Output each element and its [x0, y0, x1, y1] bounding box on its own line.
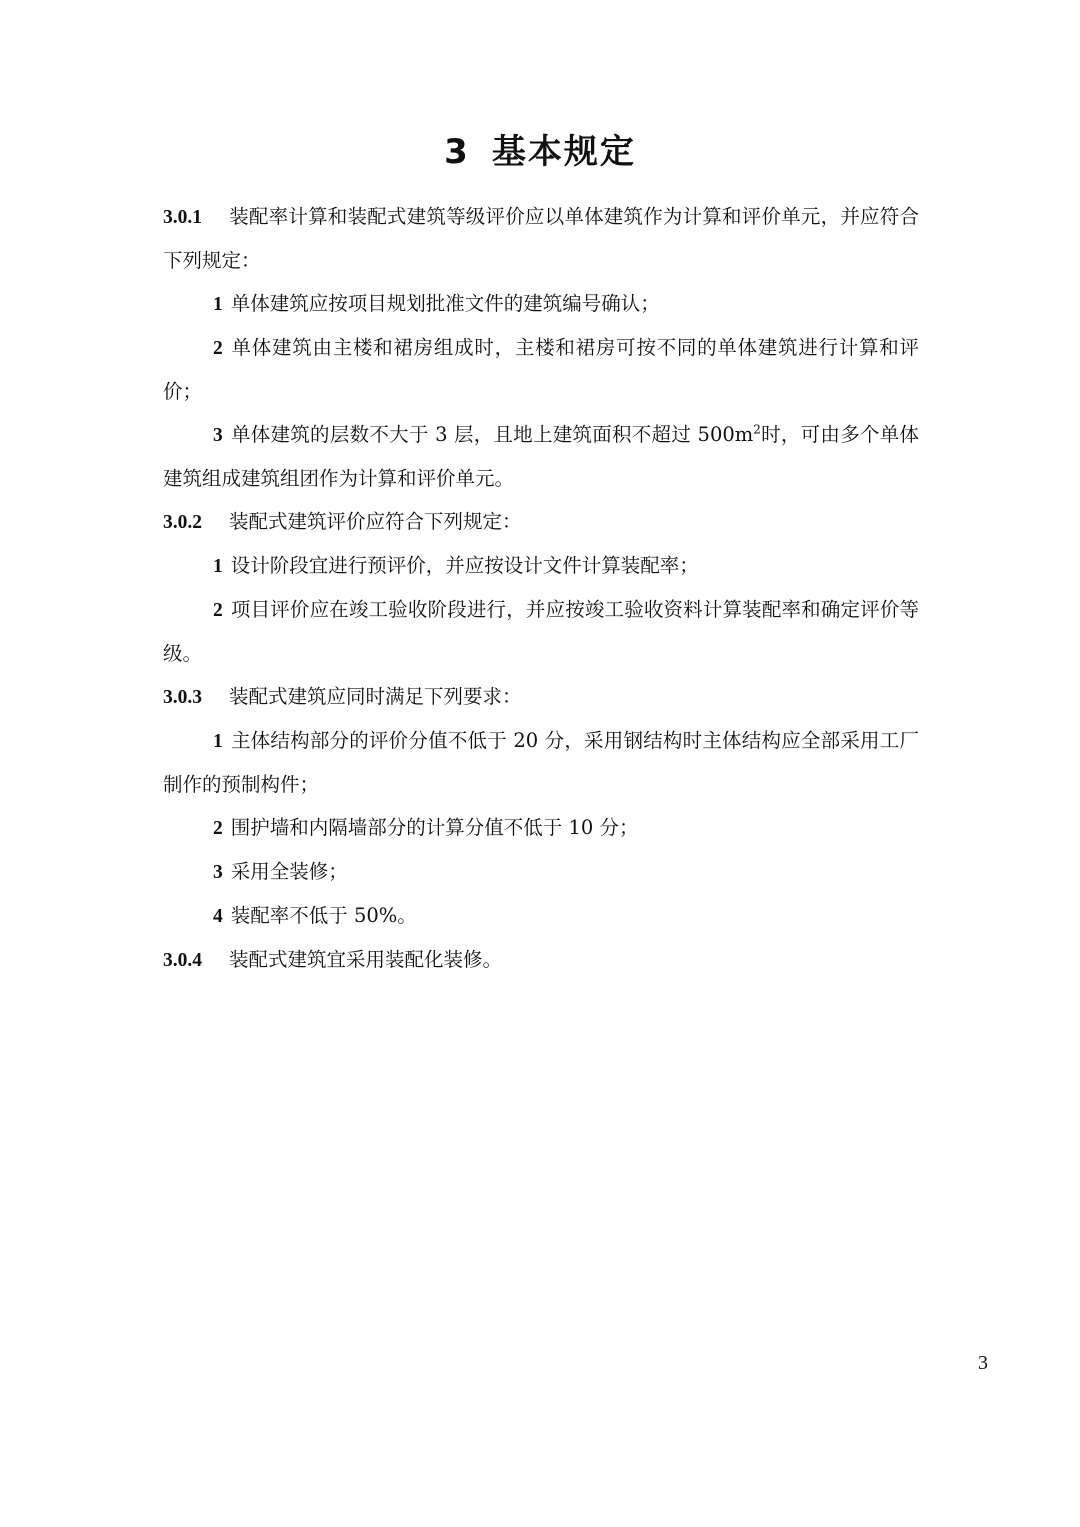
clause-item — [163, 806, 919, 850]
item-number: 2 — [213, 338, 223, 359]
clause-text: 装配式建筑宜采用装配化装修。 — [229, 948, 503, 971]
item-number: 3 — [213, 862, 223, 883]
clause-3-0-1 — [163, 195, 919, 282]
page-number: 3 — [978, 1352, 988, 1374]
clause-3-0-3 — [163, 675, 919, 719]
clause-text: 装配式建筑评价应符合下列规定： — [229, 510, 522, 533]
item-text: 单体建筑由主楼和裙房组成时，主楼和裙房可按不同的单体建筑进行计算和评价； — [163, 336, 919, 403]
clause-item — [163, 544, 919, 588]
item-number: 2 — [213, 600, 223, 621]
chapter-number: 3 — [444, 132, 470, 172]
clause-item — [163, 413, 919, 500]
item-number: 1 — [213, 731, 223, 752]
item-text: 主体结构部分的评价分值不低于 20 分，采用钢结构时主体结构应全部采用工厂制作的预制构件； — [163, 729, 919, 796]
clause-number: 3.0.4 — [163, 950, 202, 971]
item-text: 项目评价应在竣工验收阶段进行，并应按竣工验收资料计算装配率和确定评价等级。 — [163, 598, 919, 665]
item-text-continued: 时，可由多个单体建筑组成建筑组团作为计算和评价单元。 — [163, 423, 919, 490]
document-body — [163, 195, 919, 982]
clause-number: 3.0.1 — [163, 207, 202, 228]
item-number: 1 — [213, 294, 223, 315]
clause-3-0-2 — [163, 500, 919, 544]
item-text: 单体建筑的层数不大于 3 层，且地上建筑面积不超过 500m — [230, 423, 754, 446]
clause-item — [163, 326, 919, 413]
item-text: 单体建筑应按项目规划批准文件的建筑编号确认； — [230, 292, 660, 315]
item-number: 1 — [213, 556, 223, 577]
item-text: 装配率不低于 50%。 — [230, 904, 417, 927]
clause-number: 3.0.3 — [163, 687, 202, 708]
item-text: 采用全装修； — [230, 860, 348, 883]
chapter-title — [0, 127, 1080, 177]
item-number: 2 — [213, 818, 223, 839]
clause-text: 装配率计算和装配式建筑等级评价应以单体建筑作为计算和评价单元，并应符合下列规定： — [163, 205, 919, 272]
item-number: 4 — [213, 906, 223, 927]
chapter-title-text: 基本规定 — [491, 132, 636, 172]
superscript: 2 — [753, 422, 761, 437]
clause-item — [163, 282, 919, 326]
clause-text: 装配式建筑应同时满足下列要求： — [229, 685, 522, 708]
clause-item — [163, 850, 919, 894]
clause-item — [163, 719, 919, 806]
item-text: 设计阶段宜进行预评价，并应按设计文件计算装配率； — [230, 554, 699, 577]
item-text: 围护墙和内隔墙部分的计算分值不低于 10 分； — [230, 816, 639, 839]
clause-item — [163, 588, 919, 675]
clause-item — [163, 894, 919, 938]
clause-number: 3.0.2 — [163, 512, 202, 533]
clause-3-0-4 — [163, 938, 919, 982]
item-number: 3 — [213, 425, 223, 446]
